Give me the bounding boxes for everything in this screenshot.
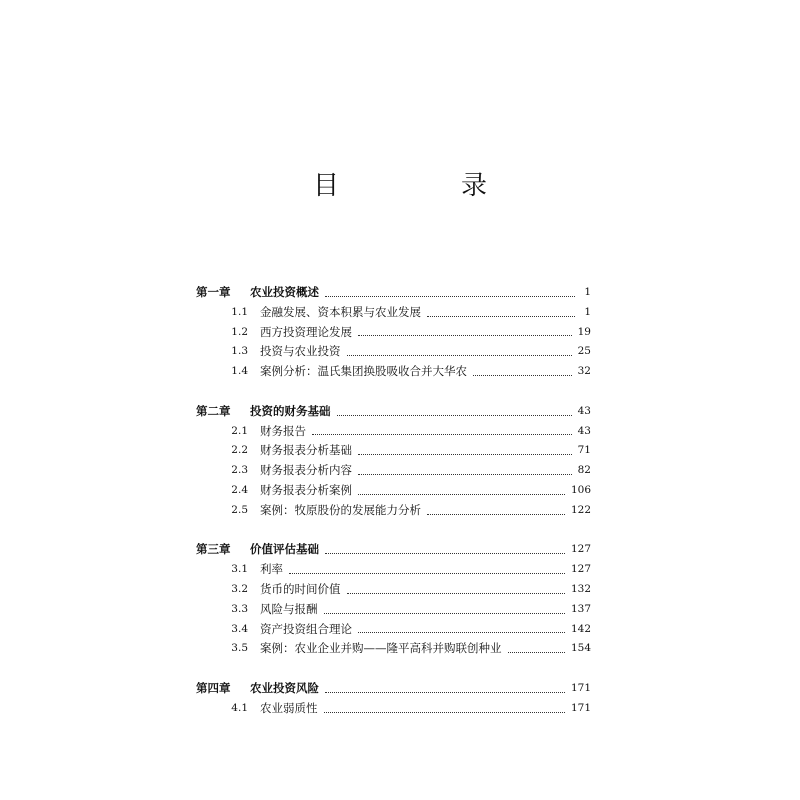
page-number: 137 xyxy=(570,602,591,615)
section-title: 西方投资理论发展 xyxy=(260,324,352,339)
section-number: 3.1 xyxy=(231,563,248,576)
dot-leader xyxy=(358,493,565,495)
dot-leader xyxy=(347,354,572,356)
dot-leader xyxy=(473,374,572,376)
toc-section-3-3[interactable] xyxy=(196,600,591,620)
dot-leader xyxy=(427,513,565,515)
section-number: 3.5 xyxy=(231,642,248,655)
section-number: 2.1 xyxy=(231,424,248,437)
section-number: 1.2 xyxy=(231,325,248,338)
toc-section-3-2[interactable] xyxy=(196,580,591,600)
page-number: 25 xyxy=(577,345,591,358)
toc-section-3-5[interactable] xyxy=(196,639,591,659)
section-number: 2.3 xyxy=(231,464,248,477)
section-title: 财务报表分析基础 xyxy=(260,443,352,458)
page-number: 127 xyxy=(570,543,591,556)
toc-section-2-3[interactable] xyxy=(196,461,591,481)
page-number: 122 xyxy=(570,503,591,516)
page-number: 43 xyxy=(577,424,591,437)
dot-leader xyxy=(289,572,565,574)
page-number: 127 xyxy=(570,563,591,576)
section-title: 资产投资组合理论 xyxy=(260,621,352,636)
dot-leader xyxy=(324,612,565,614)
section-number: 2.4 xyxy=(231,483,248,496)
dot-leader xyxy=(312,433,572,435)
chapter-number: 第二章 xyxy=(196,403,231,418)
toc-section-3-1[interactable] xyxy=(196,560,591,580)
dot-leader xyxy=(508,651,565,653)
dot-leader xyxy=(347,592,565,594)
dot-leader xyxy=(358,473,572,475)
page-number: 71 xyxy=(577,444,591,457)
chapter-number: 第三章 xyxy=(196,542,231,557)
section-number: 1.1 xyxy=(231,305,248,318)
page-number: 132 xyxy=(570,582,591,595)
toc-section-1-3[interactable] xyxy=(196,342,591,362)
toc-section-4-1[interactable] xyxy=(196,699,591,719)
section-number: 3.2 xyxy=(231,582,248,595)
section-number: 3.3 xyxy=(231,602,248,615)
toc-section-3-4[interactable] xyxy=(196,620,591,640)
toc-chapter-1[interactable] xyxy=(196,283,591,303)
section-title: 风险与报酬 xyxy=(260,601,318,616)
dot-leader xyxy=(325,295,575,297)
section-title: 财务报告 xyxy=(260,423,306,438)
chapter-title: 价值评估基础 xyxy=(250,542,319,557)
page-title: 目 录 xyxy=(312,171,535,201)
toc-chapter-2[interactable] xyxy=(196,402,591,422)
dot-leader xyxy=(358,334,572,336)
toc-section-2-5[interactable] xyxy=(196,501,591,521)
toc-section-1-2[interactable] xyxy=(196,323,591,343)
page-number: 142 xyxy=(570,622,591,635)
section-title: 案例：牧原股份的发展能力分析 xyxy=(260,502,421,517)
section-number: 1.4 xyxy=(231,365,248,378)
section-title: 案例分析：温氏集团换股吸收合并大华农 xyxy=(260,364,467,379)
dot-leader xyxy=(358,453,572,455)
dot-leader xyxy=(325,552,565,554)
dot-leader xyxy=(358,631,565,633)
section-number: 2.2 xyxy=(231,444,248,457)
page-number: 82 xyxy=(577,464,591,477)
chapter-spacer xyxy=(196,659,591,679)
toc-section-1-4[interactable] xyxy=(196,362,591,382)
chapter-number: 第一章 xyxy=(196,285,231,299)
page-number: 43 xyxy=(577,404,591,417)
page-number: 171 xyxy=(570,681,591,694)
toc-chapter-3[interactable] xyxy=(196,540,591,560)
toc-section-1-1[interactable] xyxy=(196,303,591,323)
section-number: 3.4 xyxy=(231,622,248,635)
toc-section-2-1[interactable] xyxy=(196,422,591,442)
section-title: 财务报表分析案例 xyxy=(260,482,352,497)
chapter-title: 农业投资概述 xyxy=(250,285,319,299)
dot-leader xyxy=(325,691,565,693)
table-of-contents xyxy=(196,283,591,719)
chapter-number: 第四章 xyxy=(196,680,231,695)
dot-leader xyxy=(337,414,572,416)
section-title: 投资与农业投资 xyxy=(260,344,341,359)
page-number: 106 xyxy=(570,483,591,496)
section-title: 财务报表分析内容 xyxy=(260,463,352,478)
chapter-spacer xyxy=(196,382,591,402)
dot-leader xyxy=(324,711,565,713)
page-number: 32 xyxy=(577,365,591,378)
section-title: 案例：农业企业并购——隆平高科并购联创种业 xyxy=(260,641,502,656)
dot-leader xyxy=(427,315,575,317)
section-title: 利率 xyxy=(260,562,283,577)
chapter-title: 农业投资风险 xyxy=(250,680,319,695)
page-number: 154 xyxy=(570,642,591,655)
page-number: 19 xyxy=(577,325,591,338)
section-number: 4.1 xyxy=(231,701,248,714)
section-title: 农业弱质性 xyxy=(260,700,318,715)
chapter-spacer xyxy=(196,521,591,541)
section-number: 1.3 xyxy=(231,345,248,358)
toc-chapter-4[interactable] xyxy=(196,679,591,699)
toc-section-2-2[interactable] xyxy=(196,441,591,461)
section-title: 金融发展、资本积累与农业发展 xyxy=(260,304,421,319)
section-number: 2.5 xyxy=(231,503,248,516)
page-number: 171 xyxy=(570,701,591,714)
page-number: 1 xyxy=(584,305,591,318)
section-title: 货币的时间价值 xyxy=(260,581,341,596)
page-number: 1 xyxy=(584,286,591,298)
chapter-title: 投资的财务基础 xyxy=(250,403,331,418)
toc-section-2-4[interactable] xyxy=(196,481,591,501)
